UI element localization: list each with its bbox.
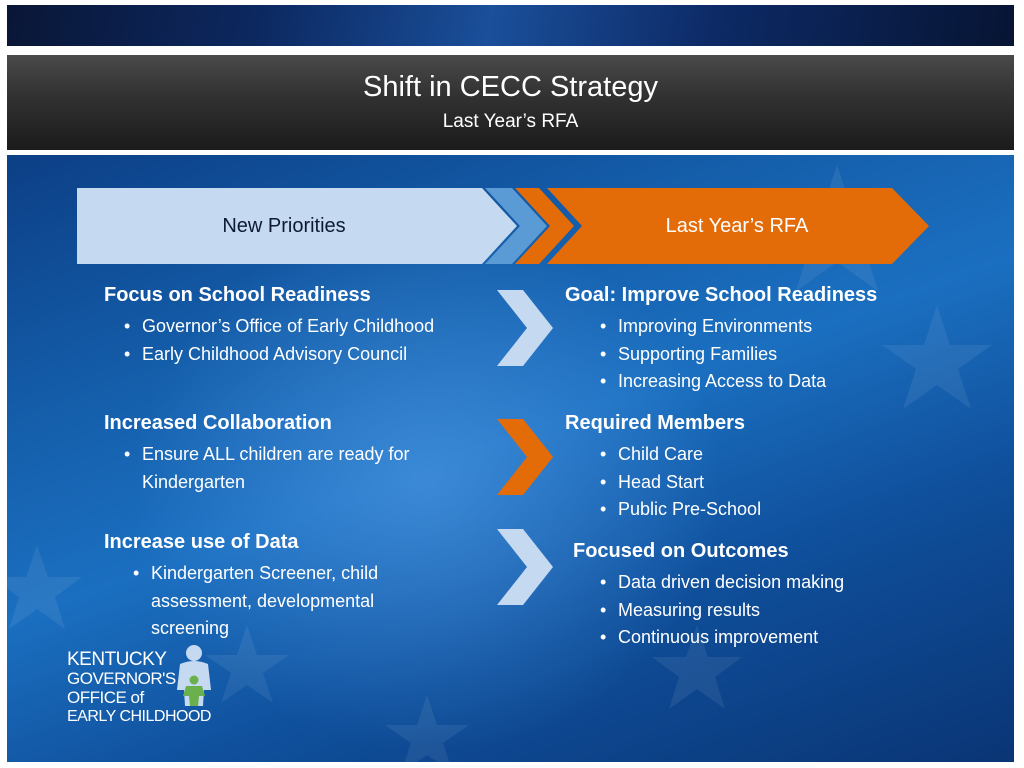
list-item: • Measuring results: [596, 597, 916, 625]
list-item: • Child Care: [596, 441, 896, 469]
content-panel: [7, 155, 1014, 762]
left-heading-school-readiness: Focus on School Readiness: [104, 284, 371, 306]
right-heading-members: Required Members: [565, 412, 746, 434]
banner-left-label: New Priorities: [222, 215, 346, 237]
logo-line-kentucky: KENTUCKY: [67, 649, 167, 670]
list-item: • Increasing Access to Data: [596, 368, 896, 396]
left-heading-collaboration: Increased Collaboration: [104, 412, 332, 434]
right-list-members: [596, 441, 896, 524]
logo-line-governors: GOVERNOR'S: [67, 669, 176, 688]
title-bar: [7, 55, 1014, 150]
left-heading-data: Increase use of Data: [104, 531, 299, 553]
left-list-school-readiness: [120, 313, 500, 368]
list-item: • Kindergarten Screener, child assessment, developmental screening: [129, 560, 429, 643]
list-item: • Head Start: [596, 469, 896, 497]
left-list-collaboration: [120, 441, 480, 496]
top-decorative-bar: [7, 5, 1014, 46]
slide-subtitle: Last Year’s RFA: [442, 111, 579, 132]
list-item: • Improving Environments: [596, 313, 896, 341]
right-heading-outcomes: Focused on Outcomes: [573, 540, 789, 562]
slide-title: Shift in CECC Strategy: [363, 71, 658, 103]
list-item: • Continuous improvement: [596, 624, 916, 652]
logo-line-office: OFFICE of: [67, 688, 144, 707]
list-item: • Supporting Families: [596, 341, 896, 369]
right-list-outcomes: [596, 569, 916, 652]
left-list-data: [129, 560, 429, 643]
list-item: • Ensure ALL children are ready for Kindergarten: [120, 441, 480, 496]
logo-line-early-childhood: EARLY CHILDHOOD: [67, 708, 211, 725]
list-item: • Data driven decision making: [596, 569, 916, 597]
chevron-right-icon: [495, 288, 555, 368]
chevron-right-icon: [495, 417, 555, 497]
list-item: • Early Childhood Advisory Council: [120, 341, 500, 369]
kentucky-early-childhood-logo: [67, 650, 237, 740]
list-item: • Public Pre-School: [596, 496, 896, 524]
banner-right-label: Last Year’s RFA: [665, 215, 809, 237]
right-heading-goal: Goal: Improve School Readiness: [565, 284, 878, 306]
chevron-right-icon: [495, 527, 555, 607]
list-item: • Governor’s Office of Early Childhood: [120, 313, 500, 341]
right-list-goal: [596, 313, 896, 396]
family-figure-icon: [171, 644, 217, 710]
